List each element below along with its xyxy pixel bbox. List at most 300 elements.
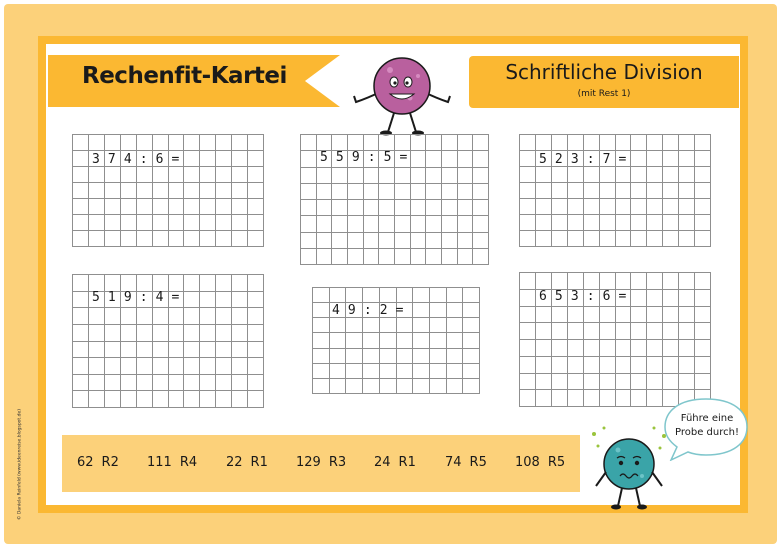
grid-cell[interactable]	[584, 323, 600, 340]
grid-cell[interactable]	[413, 349, 430, 364]
grid-cell[interactable]	[616, 307, 632, 324]
grid-cell[interactable]	[153, 391, 169, 408]
grid-cell[interactable]	[520, 167, 536, 183]
grid-cell[interactable]	[695, 183, 711, 199]
grid-cell[interactable]	[536, 231, 552, 247]
grid-cell[interactable]	[313, 349, 330, 364]
grid-cell[interactable]	[473, 200, 489, 216]
grid-cell[interactable]	[552, 390, 568, 407]
grid-cell[interactable]	[552, 199, 568, 215]
grid-cell[interactable]	[200, 135, 216, 151]
grid-cell[interactable]	[584, 273, 600, 290]
grid-cell[interactable]	[663, 151, 679, 167]
grid-cell[interactable]	[89, 215, 105, 231]
grid-cell[interactable]	[568, 167, 584, 183]
grid-cell[interactable]	[552, 183, 568, 199]
grid-cell[interactable]	[169, 183, 185, 199]
grid-cell[interactable]	[216, 167, 232, 183]
grid-cell[interactable]	[317, 200, 333, 216]
grid-cell[interactable]	[348, 216, 364, 232]
grid-cell[interactable]	[232, 275, 248, 292]
grid-cell[interactable]	[568, 215, 584, 231]
grid-cell[interactable]	[301, 184, 317, 200]
grid-cell[interactable]	[348, 233, 364, 249]
grid-cell[interactable]	[413, 288, 430, 303]
grid-task-3[interactable]	[519, 134, 711, 247]
grid-cell[interactable]	[463, 303, 480, 318]
grid-cell[interactable]	[216, 342, 232, 359]
grid-cell[interactable]	[520, 215, 536, 231]
grid-cell[interactable]	[105, 215, 121, 231]
grid-cell[interactable]	[216, 275, 232, 292]
grid-cell[interactable]	[200, 183, 216, 199]
grid-cell[interactable]	[647, 307, 663, 324]
grid-cell[interactable]	[552, 231, 568, 247]
grid-cell[interactable]	[200, 375, 216, 392]
grid-cell[interactable]	[73, 199, 89, 215]
grid-cell[interactable]	[520, 135, 536, 151]
grid-cell[interactable]	[411, 249, 427, 265]
grid-cell[interactable]	[442, 233, 458, 249]
grid-cell[interactable]	[153, 231, 169, 247]
grid-cell[interactable]	[232, 391, 248, 408]
grid-cell[interactable]	[616, 357, 632, 374]
grid-cell[interactable]	[647, 199, 663, 215]
grid-cell[interactable]	[169, 391, 185, 408]
grid-cell[interactable]	[364, 249, 380, 265]
grid-cell[interactable]	[430, 318, 447, 333]
grid-cell[interactable]	[216, 292, 232, 309]
grid-cell[interactable]	[184, 375, 200, 392]
grid-cell[interactable]	[647, 215, 663, 231]
grid-cell[interactable]	[395, 249, 411, 265]
grid-cell[interactable]	[395, 216, 411, 232]
grid-cell[interactable]	[552, 215, 568, 231]
grid-cell[interactable]	[647, 167, 663, 183]
grid-cell[interactable]	[184, 342, 200, 359]
grid-cell[interactable]	[200, 167, 216, 183]
grid-cell[interactable]	[137, 391, 153, 408]
grid-cell[interactable]	[616, 183, 632, 199]
grid-cell[interactable]	[647, 183, 663, 199]
grid-cell[interactable]	[248, 135, 264, 151]
grid-cell[interactable]	[301, 216, 317, 232]
grid-cell[interactable]	[248, 151, 264, 167]
grid-cell[interactable]	[520, 290, 536, 307]
grid-cell[interactable]	[458, 233, 474, 249]
grid-cell[interactable]	[584, 183, 600, 199]
grid-cell[interactable]	[442, 200, 458, 216]
grid-cell[interactable]	[600, 167, 616, 183]
grid-cell[interactable]	[248, 308, 264, 325]
grid-cell[interactable]	[346, 364, 363, 379]
grid-cell[interactable]	[600, 307, 616, 324]
grid-cell[interactable]	[200, 342, 216, 359]
grid-cell[interactable]	[631, 167, 647, 183]
grid-cell[interactable]	[663, 273, 679, 290]
grid-cell[interactable]	[200, 292, 216, 309]
grid-cell[interactable]	[121, 375, 137, 392]
grid-cell[interactable]	[447, 333, 464, 348]
grid-cell[interactable]	[426, 233, 442, 249]
grid-cell[interactable]	[137, 231, 153, 247]
grid-cell[interactable]	[89, 231, 105, 247]
grid-cell[interactable]	[200, 275, 216, 292]
grid-cell[interactable]	[663, 231, 679, 247]
grid-cell[interactable]	[663, 290, 679, 307]
grid-cell[interactable]	[463, 364, 480, 379]
grid-cell[interactable]	[426, 168, 442, 184]
grid-cell[interactable]	[248, 325, 264, 342]
grid-cell[interactable]	[447, 318, 464, 333]
grid-cell[interactable]	[584, 199, 600, 215]
grid-cell[interactable]	[216, 231, 232, 247]
grid-cell[interactable]	[663, 215, 679, 231]
grid-cell[interactable]	[380, 379, 397, 394]
grid-cell[interactable]	[364, 168, 380, 184]
grid-cell[interactable]	[463, 349, 480, 364]
grid-cell[interactable]	[105, 183, 121, 199]
grid-cell[interactable]	[105, 199, 121, 215]
grid-cell[interactable]	[379, 216, 395, 232]
grid-cell[interactable]	[426, 200, 442, 216]
grid-cell[interactable]	[447, 303, 464, 318]
grid-cell[interactable]	[216, 199, 232, 215]
grid-cell[interactable]	[89, 342, 105, 359]
grid-cell[interactable]	[363, 333, 380, 348]
grid-cell[interactable]	[426, 151, 442, 167]
grid-cell[interactable]	[395, 135, 411, 151]
grid-cell[interactable]	[679, 183, 695, 199]
grid-cell[interactable]	[137, 325, 153, 342]
grid-cell[interactable]	[153, 183, 169, 199]
grid-cell[interactable]	[695, 357, 711, 374]
grid-cell[interactable]	[248, 231, 264, 247]
grid-cell[interactable]	[520, 390, 536, 407]
grid-cell[interactable]	[584, 390, 600, 407]
grid-cell[interactable]	[73, 391, 89, 408]
grid-cell[interactable]	[363, 364, 380, 379]
grid-cell[interactable]	[380, 333, 397, 348]
grid-cell[interactable]	[346, 318, 363, 333]
grid-cell[interactable]	[600, 215, 616, 231]
grid-cell[interactable]	[332, 233, 348, 249]
grid-cell[interactable]	[458, 249, 474, 265]
grid-cell[interactable]	[447, 349, 464, 364]
grid-cell[interactable]	[663, 374, 679, 391]
grid-cell[interactable]	[584, 215, 600, 231]
grid-cell[interactable]	[348, 184, 364, 200]
grid-cell[interactable]	[363, 288, 380, 303]
grid-cell[interactable]	[552, 340, 568, 357]
grid-cell[interactable]	[600, 323, 616, 340]
grid-cell[interactable]	[536, 374, 552, 391]
grid-cell[interactable]	[395, 233, 411, 249]
grid-cell[interactable]	[232, 151, 248, 167]
grid-cell[interactable]	[200, 308, 216, 325]
grid-cell[interactable]	[442, 216, 458, 232]
grid-cell[interactable]	[153, 308, 169, 325]
grid-cell[interactable]	[442, 135, 458, 151]
grid-cell[interactable]	[616, 390, 632, 407]
grid-cell[interactable]	[184, 199, 200, 215]
grid-cell[interactable]	[89, 167, 105, 183]
grid-cell[interactable]	[73, 358, 89, 375]
grid-cell[interactable]	[73, 167, 89, 183]
grid-cell[interactable]	[463, 379, 480, 394]
grid-cell[interactable]	[363, 349, 380, 364]
grid-cell[interactable]	[631, 151, 647, 167]
grid-cell[interactable]	[679, 323, 695, 340]
grid-cell[interactable]	[301, 168, 317, 184]
grid-cell[interactable]	[248, 358, 264, 375]
grid-cell[interactable]	[631, 340, 647, 357]
grid-cell[interactable]	[536, 323, 552, 340]
grid-cell[interactable]	[568, 357, 584, 374]
grid-cell[interactable]	[332, 249, 348, 265]
grid-cell[interactable]	[169, 308, 185, 325]
grid-cell[interactable]	[248, 167, 264, 183]
grid-cell[interactable]	[584, 357, 600, 374]
grid-cell[interactable]	[631, 357, 647, 374]
grid-cell[interactable]	[430, 333, 447, 348]
grid-cell[interactable]	[473, 216, 489, 232]
grid-cell[interactable]	[137, 215, 153, 231]
grid-cell[interactable]	[663, 340, 679, 357]
grid-task-1[interactable]	[72, 134, 264, 247]
grid-cell[interactable]	[568, 199, 584, 215]
grid-cell[interactable]	[200, 391, 216, 408]
grid-cell[interactable]	[679, 231, 695, 247]
grid-cell[interactable]	[248, 183, 264, 199]
grid-cell[interactable]	[105, 231, 121, 247]
grid-cell[interactable]	[169, 325, 185, 342]
grid-cell[interactable]	[430, 303, 447, 318]
grid-cell[interactable]	[153, 167, 169, 183]
grid-cell[interactable]	[169, 199, 185, 215]
grid-cell[interactable]	[463, 318, 480, 333]
grid-cell[interactable]	[397, 349, 414, 364]
grid-cell[interactable]	[430, 379, 447, 394]
grid-cell[interactable]	[631, 290, 647, 307]
grid-cell[interactable]	[695, 231, 711, 247]
grid-cell[interactable]	[248, 275, 264, 292]
grid-cell[interactable]	[447, 379, 464, 394]
grid-cell[interactable]	[411, 233, 427, 249]
grid-cell[interactable]	[616, 135, 632, 151]
grid-cell[interactable]	[317, 135, 333, 151]
grid-cell[interactable]	[313, 333, 330, 348]
grid-cell[interactable]	[380, 318, 397, 333]
grid-cell[interactable]	[121, 308, 137, 325]
grid-cell[interactable]	[73, 183, 89, 199]
grid-cell[interactable]	[600, 231, 616, 247]
grid-cell[interactable]	[647, 151, 663, 167]
grid-cell[interactable]	[458, 216, 474, 232]
grid-cell[interactable]	[169, 167, 185, 183]
grid-cell[interactable]	[364, 200, 380, 216]
grid-cell[interactable]	[346, 333, 363, 348]
grid-cell[interactable]	[536, 273, 552, 290]
grid-cell[interactable]	[520, 374, 536, 391]
grid-cell[interactable]	[679, 357, 695, 374]
grid-cell[interactable]	[363, 318, 380, 333]
grid-cell[interactable]	[663, 199, 679, 215]
grid-cell[interactable]	[631, 323, 647, 340]
grid-cell[interactable]	[105, 375, 121, 392]
grid-cell[interactable]	[458, 184, 474, 200]
grid-cell[interactable]	[663, 183, 679, 199]
grid-cell[interactable]	[600, 374, 616, 391]
grid-cell[interactable]	[631, 183, 647, 199]
grid-cell[interactable]	[695, 273, 711, 290]
grid-cell[interactable]	[458, 151, 474, 167]
grid-cell[interactable]	[413, 379, 430, 394]
grid-cell[interactable]	[536, 390, 552, 407]
grid-cell[interactable]	[379, 233, 395, 249]
grid-cell[interactable]	[105, 358, 121, 375]
grid-cell[interactable]	[380, 349, 397, 364]
grid-cell[interactable]	[184, 151, 200, 167]
grid-cell[interactable]	[89, 135, 105, 151]
grid-cell[interactable]	[301, 249, 317, 265]
grid-cell[interactable]	[520, 273, 536, 290]
grid-cell[interactable]	[301, 135, 317, 151]
grid-cell[interactable]	[121, 135, 137, 151]
grid-cell[interactable]	[317, 216, 333, 232]
grid-cell[interactable]	[169, 215, 185, 231]
grid-cell[interactable]	[330, 288, 347, 303]
grid-cell[interactable]	[679, 340, 695, 357]
grid-cell[interactable]	[536, 215, 552, 231]
grid-cell[interactable]	[216, 183, 232, 199]
grid-cell[interactable]	[121, 358, 137, 375]
grid-cell[interactable]	[647, 135, 663, 151]
grid-cell[interactable]	[679, 199, 695, 215]
grid-cell[interactable]	[413, 364, 430, 379]
grid-cell[interactable]	[552, 167, 568, 183]
grid-cell[interactable]	[695, 215, 711, 231]
grid-cell[interactable]	[232, 135, 248, 151]
grid-cell[interactable]	[216, 215, 232, 231]
grid-cell[interactable]	[397, 333, 414, 348]
grid-cell[interactable]	[184, 167, 200, 183]
grid-cell[interactable]	[216, 151, 232, 167]
grid-cell[interactable]	[121, 325, 137, 342]
grid-cell[interactable]	[317, 184, 333, 200]
grid-cell[interactable]	[584, 167, 600, 183]
grid-cell[interactable]	[89, 199, 105, 215]
grid-cell[interactable]	[184, 325, 200, 342]
grid-cell[interactable]	[89, 391, 105, 408]
grid-cell[interactable]	[679, 374, 695, 391]
grid-cell[interactable]	[89, 183, 105, 199]
grid-cell[interactable]	[695, 307, 711, 324]
grid-cell[interactable]	[631, 390, 647, 407]
grid-cell[interactable]	[695, 135, 711, 151]
grid-cell[interactable]	[447, 364, 464, 379]
grid-cell[interactable]	[232, 292, 248, 309]
grid-cell[interactable]	[411, 151, 427, 167]
grid-cell[interactable]	[332, 135, 348, 151]
grid-cell[interactable]	[458, 168, 474, 184]
grid-cell[interactable]	[631, 307, 647, 324]
grid-cell[interactable]	[679, 151, 695, 167]
grid-cell[interactable]	[332, 168, 348, 184]
grid-cell[interactable]	[442, 151, 458, 167]
grid-cell[interactable]	[363, 379, 380, 394]
grid-cell[interactable]	[121, 183, 137, 199]
grid-cell[interactable]	[73, 342, 89, 359]
grid-cell[interactable]	[426, 249, 442, 265]
grid-cell[interactable]	[379, 135, 395, 151]
grid-cell[interactable]	[121, 199, 137, 215]
grid-cell[interactable]	[520, 151, 536, 167]
grid-cell[interactable]	[411, 200, 427, 216]
grid-cell[interactable]	[364, 216, 380, 232]
grid-cell[interactable]	[184, 358, 200, 375]
grid-cell[interactable]	[332, 200, 348, 216]
grid-cell[interactable]	[379, 184, 395, 200]
grid-cell[interactable]	[184, 231, 200, 247]
grid-cell[interactable]	[380, 364, 397, 379]
grid-cell[interactable]	[520, 357, 536, 374]
grid-cell[interactable]	[536, 199, 552, 215]
grid-cell[interactable]	[426, 135, 442, 151]
grid-cell[interactable]	[552, 273, 568, 290]
grid-cell[interactable]	[105, 325, 121, 342]
grid-cell[interactable]	[695, 323, 711, 340]
grid-cell[interactable]	[663, 323, 679, 340]
grid-cell[interactable]	[663, 167, 679, 183]
grid-cell[interactable]	[216, 325, 232, 342]
grid-cell[interactable]	[137, 135, 153, 151]
grid-cell[interactable]	[200, 151, 216, 167]
grid-cell[interactable]	[520, 183, 536, 199]
grid-cell[interactable]	[73, 275, 89, 292]
grid-cell[interactable]	[568, 323, 584, 340]
grid-cell[interactable]	[89, 358, 105, 375]
grid-cell[interactable]	[313, 288, 330, 303]
grid-cell[interactable]	[379, 200, 395, 216]
grid-cell[interactable]	[616, 323, 632, 340]
grid-cell[interactable]	[105, 308, 121, 325]
grid-cell[interactable]	[380, 288, 397, 303]
grid-cell[interactable]	[552, 135, 568, 151]
grid-cell[interactable]	[584, 135, 600, 151]
grid-cell[interactable]	[317, 249, 333, 265]
grid-cell[interactable]	[232, 183, 248, 199]
grid-cell[interactable]	[73, 308, 89, 325]
grid-cell[interactable]	[89, 375, 105, 392]
grid-cell[interactable]	[600, 273, 616, 290]
grid-cell[interactable]	[600, 199, 616, 215]
grid-cell[interactable]	[473, 151, 489, 167]
grid-cell[interactable]	[232, 342, 248, 359]
grid-cell[interactable]	[458, 135, 474, 151]
grid-cell[interactable]	[232, 231, 248, 247]
grid-cell[interactable]	[348, 168, 364, 184]
grid-cell[interactable]	[647, 374, 663, 391]
grid-cell[interactable]	[520, 323, 536, 340]
grid-cell[interactable]	[184, 135, 200, 151]
grid-cell[interactable]	[600, 390, 616, 407]
grid-cell[interactable]	[348, 135, 364, 151]
grid-cell[interactable]	[364, 233, 380, 249]
grid-cell[interactable]	[395, 168, 411, 184]
grid-cell[interactable]	[73, 292, 89, 309]
grid-cell[interactable]	[411, 216, 427, 232]
